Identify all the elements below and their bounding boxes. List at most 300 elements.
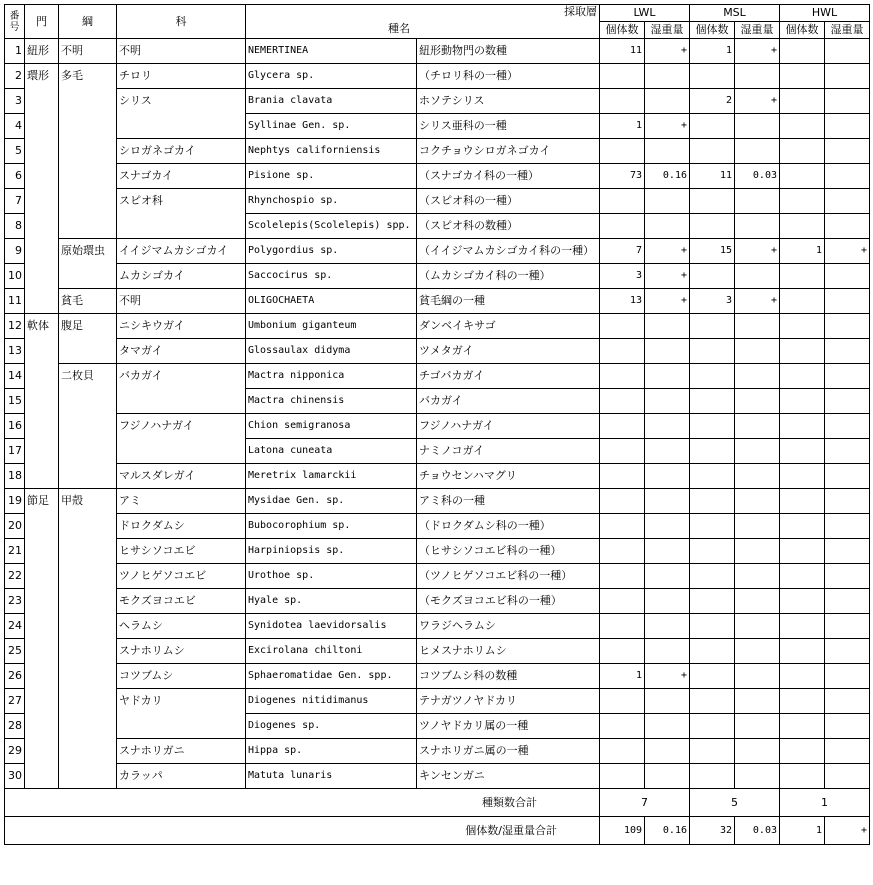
lwl-wet-cell — [645, 489, 690, 514]
class-cell — [59, 339, 117, 364]
scientific-name-cell: Bubocorophium sp. — [246, 514, 417, 539]
table-row — [5, 89, 870, 114]
msl-wet-cell — [735, 589, 780, 614]
scientific-name-cell: Diogenes sp. — [246, 714, 417, 739]
hwl-count-cell — [780, 464, 825, 489]
table-row — [5, 139, 870, 164]
scientific-name-cell: NEMERTINEA — [246, 39, 417, 64]
lwl-wet-cell: + — [645, 39, 690, 64]
family-cell: ムカシゴカイ — [117, 264, 246, 289]
total-hwl-count: 1 — [780, 817, 825, 845]
hwl-wet-cell — [825, 114, 870, 139]
lwl-wet-cell — [645, 689, 690, 714]
family-cell: スナホリムシ — [117, 639, 246, 664]
class-cell — [59, 89, 117, 114]
lwl-wet-cell — [645, 139, 690, 164]
header-phylum: 門 — [25, 5, 59, 39]
msl-count-cell — [690, 539, 735, 564]
species-total-row — [5, 789, 870, 817]
scientific-name-cell: Chion semigranosa — [246, 414, 417, 439]
hwl-count-cell — [780, 689, 825, 714]
hwl-wet-cell — [825, 189, 870, 214]
japanese-name-cell: （ムカシゴカイ科の一種） — [417, 264, 600, 289]
msl-count-cell — [690, 414, 735, 439]
hwl-wet-cell — [825, 439, 870, 464]
msl-wet-cell: + — [735, 239, 780, 264]
lwl-count-cell — [600, 714, 645, 739]
table-row — [5, 314, 870, 339]
phylum-cell — [25, 164, 59, 189]
msl-wet-cell: + — [735, 89, 780, 114]
lwl-count-cell — [600, 639, 645, 664]
hwl-count-cell — [780, 339, 825, 364]
japanese-name-cell: （スピオ科の一種） — [417, 189, 600, 214]
lwl-count-cell: 1 — [600, 664, 645, 689]
row-number: 22 — [5, 564, 25, 589]
msl-wet-cell — [735, 64, 780, 89]
lwl-count-cell — [600, 439, 645, 464]
japanese-name-cell: バカガイ — [417, 389, 600, 414]
class-cell — [59, 414, 117, 439]
family-cell: ドロクダムシ — [117, 514, 246, 539]
japanese-name-cell: チョウセンハマグリ — [417, 464, 600, 489]
class-cell — [59, 664, 117, 689]
row-number: 5 — [5, 139, 25, 164]
phylum-cell — [25, 739, 59, 764]
scientific-name-cell: Hyale sp. — [246, 589, 417, 614]
class-cell — [59, 164, 117, 189]
msl-count-cell: 1 — [690, 39, 735, 64]
scientific-name-cell: OLIGOCHAETA — [246, 289, 417, 314]
msl-count-cell: 15 — [690, 239, 735, 264]
lwl-count-cell: 11 — [600, 39, 645, 64]
scientific-name-cell: Pisione sp. — [246, 164, 417, 189]
row-number: 7 — [5, 189, 25, 214]
msl-count-cell: 11 — [690, 164, 735, 189]
family-cell: マルスダレガイ — [117, 464, 246, 489]
hwl-count-cell — [780, 264, 825, 289]
class-cell — [59, 464, 117, 489]
scientific-name-cell: Mactra chinensis — [246, 389, 417, 414]
japanese-name-cell: （ヒサシソコエビ科の一種） — [417, 539, 600, 564]
phylum-cell — [25, 664, 59, 689]
scientific-name-cell: Hippa sp. — [246, 739, 417, 764]
family-cell: ヘラムシ — [117, 614, 246, 639]
class-cell — [59, 189, 117, 214]
phylum-cell — [25, 764, 59, 789]
lwl-wet-cell — [645, 339, 690, 364]
row-number: 24 — [5, 614, 25, 639]
msl-wet-cell — [735, 714, 780, 739]
japanese-name-cell: 貧毛綱の一種 — [417, 289, 600, 314]
hwl-wet-cell — [825, 214, 870, 239]
row-number: 29 — [5, 739, 25, 764]
family-cell: ヤドカリ — [117, 689, 246, 714]
class-cell — [59, 514, 117, 539]
species-total-label: 種類数合計 — [5, 789, 600, 817]
class-cell: 不明 — [59, 39, 117, 64]
lwl-wet-cell — [645, 614, 690, 639]
row-number: 6 — [5, 164, 25, 189]
lwl-wet-cell: + — [645, 114, 690, 139]
phylum-cell — [25, 364, 59, 389]
total-hwl-wet: + — [825, 817, 870, 845]
lwl-wet-cell — [645, 389, 690, 414]
lwl-wet-cell — [645, 589, 690, 614]
lwl-count-cell: 1 — [600, 114, 645, 139]
lwl-wet-cell: + — [645, 289, 690, 314]
lwl-wet-cell — [645, 364, 690, 389]
lwl-count-cell — [600, 564, 645, 589]
hwl-wet-cell — [825, 664, 870, 689]
japanese-name-cell: ホソテシリス — [417, 89, 600, 114]
hwl-wet-cell: + — [825, 239, 870, 264]
scientific-name-cell: Umbonium giganteum — [246, 314, 417, 339]
lwl-count-cell — [600, 464, 645, 489]
hwl-count-cell — [780, 214, 825, 239]
hwl-count-cell — [780, 714, 825, 739]
hwl-count-cell — [780, 39, 825, 64]
msl-count-cell — [690, 689, 735, 714]
header-lwl-wet: 湿重量 — [645, 22, 690, 39]
class-cell — [59, 389, 117, 414]
row-number: 17 — [5, 439, 25, 464]
table-row — [5, 389, 870, 414]
lwl-count-cell — [600, 89, 645, 114]
hwl-wet-cell — [825, 489, 870, 514]
row-number: 14 — [5, 364, 25, 389]
row-number: 13 — [5, 339, 25, 364]
msl-wet-cell — [735, 314, 780, 339]
hwl-count-cell — [780, 314, 825, 339]
japanese-name-cell: テナガツノヤドカリ — [417, 689, 600, 714]
family-cell: カラッパ — [117, 764, 246, 789]
table-row — [5, 639, 870, 664]
class-cell — [59, 764, 117, 789]
table-row — [5, 264, 870, 289]
phylum-cell — [25, 114, 59, 139]
header-family: 科 — [117, 5, 246, 39]
msl-wet-cell — [735, 689, 780, 714]
hwl-count-cell — [780, 514, 825, 539]
phylum-cell — [25, 614, 59, 639]
scientific-name-cell: Latona cuneata — [246, 439, 417, 464]
hwl-wet-cell — [825, 339, 870, 364]
header-hwl: HWL — [780, 5, 870, 22]
header-species-cell — [246, 5, 600, 39]
row-number: 25 — [5, 639, 25, 664]
hwl-wet-cell — [825, 564, 870, 589]
table-row — [5, 564, 870, 589]
family-cell: シロガネゴカイ — [117, 139, 246, 164]
lwl-wet-cell — [645, 739, 690, 764]
scientific-name-cell: Mysidae Gen. sp. — [246, 489, 417, 514]
scientific-name-cell: Sphaeromatidae Gen. spp. — [246, 664, 417, 689]
msl-count-cell — [690, 464, 735, 489]
header-msl-count: 個体数 — [690, 22, 735, 39]
class-cell: 腹足 — [59, 314, 117, 339]
hwl-wet-cell — [825, 289, 870, 314]
family-cell: ヒサシソコエビ — [117, 539, 246, 564]
count-weight-total-row — [5, 817, 870, 845]
family-cell: チロリ — [117, 64, 246, 89]
family-cell: スピオ科 — [117, 189, 246, 214]
phylum-cell — [25, 514, 59, 539]
phylum-cell — [25, 239, 59, 264]
msl-wet-cell — [735, 614, 780, 639]
lwl-count-cell — [600, 64, 645, 89]
japanese-name-cell: コクチョウシロガネゴカイ — [417, 139, 600, 164]
lwl-count-cell — [600, 339, 645, 364]
class-cell — [59, 564, 117, 589]
row-number: 16 — [5, 414, 25, 439]
family-cell: イイジマムカシゴカイ — [117, 239, 246, 264]
family-cell: アミ — [117, 489, 246, 514]
msl-count-cell — [690, 589, 735, 614]
hwl-count-cell — [780, 89, 825, 114]
hwl-wet-cell — [825, 314, 870, 339]
row-number: 18 — [5, 464, 25, 489]
species-table-body — [5, 39, 870, 789]
total-msl-wet: 0.03 — [735, 817, 780, 845]
phylum-cell — [25, 414, 59, 439]
header-no: 番号 — [5, 5, 25, 39]
hwl-wet-cell — [825, 389, 870, 414]
hwl-count-cell — [780, 489, 825, 514]
row-number: 15 — [5, 389, 25, 414]
msl-count-cell — [690, 514, 735, 539]
japanese-name-cell: 紐形動物門の数種 — [417, 39, 600, 64]
lwl-count-cell: 13 — [600, 289, 645, 314]
family-cell: 不明 — [117, 289, 246, 314]
species-table — [4, 4, 870, 845]
japanese-name-cell: ヒメスナホリムシ — [417, 639, 600, 664]
table-row — [5, 439, 870, 464]
lwl-wet-cell — [645, 639, 690, 664]
scientific-name-cell: Polygordius sp. — [246, 239, 417, 264]
msl-count-cell — [690, 664, 735, 689]
scientific-name-cell: Mactra nipponica — [246, 364, 417, 389]
hwl-count-cell — [780, 589, 825, 614]
lwl-count-cell — [600, 614, 645, 639]
phylum-cell — [25, 564, 59, 589]
msl-count-cell — [690, 389, 735, 414]
japanese-name-cell: アミ科の一種 — [417, 489, 600, 514]
header-hwl-count: 個体数 — [780, 22, 825, 39]
phylum-cell: 紐形 — [25, 39, 59, 64]
lwl-wet-cell: 0.16 — [645, 164, 690, 189]
lwl-count-cell — [600, 589, 645, 614]
hwl-wet-cell — [825, 364, 870, 389]
table-row — [5, 464, 870, 489]
row-number: 1 — [5, 39, 25, 64]
row-number: 3 — [5, 89, 25, 114]
header-msl-wet: 湿重量 — [735, 22, 780, 39]
msl-count-cell — [690, 639, 735, 664]
msl-count-cell — [690, 614, 735, 639]
lwl-count-cell — [600, 739, 645, 764]
japanese-name-cell: ダンベイキサゴ — [417, 314, 600, 339]
scientific-name-cell: Rhynchospio sp. — [246, 189, 417, 214]
class-cell: 甲殻 — [59, 489, 117, 514]
lwl-count-cell — [600, 314, 645, 339]
hwl-wet-cell — [825, 64, 870, 89]
hwl-wet-cell — [825, 614, 870, 639]
hwl-wet-cell — [825, 589, 870, 614]
table-row — [5, 289, 870, 314]
species-table-sheet — [4, 4, 870, 845]
hwl-count-cell — [780, 189, 825, 214]
scientific-name-cell: Glycera sp. — [246, 64, 417, 89]
header-hwl-wet: 湿重量 — [825, 22, 870, 39]
japanese-name-cell: フジノハナガイ — [417, 414, 600, 439]
family-cell: ニシキウガイ — [117, 314, 246, 339]
msl-wet-cell: 0.03 — [735, 164, 780, 189]
msl-count-cell — [690, 764, 735, 789]
table-row — [5, 589, 870, 614]
class-cell — [59, 589, 117, 614]
header-species: 種名 — [388, 22, 410, 35]
lwl-count-cell — [600, 189, 645, 214]
row-number: 11 — [5, 289, 25, 314]
scientific-name-cell: Synidotea laevidorsalis — [246, 614, 417, 639]
phylum-cell — [25, 589, 59, 614]
msl-wet-cell — [735, 464, 780, 489]
lwl-count-cell — [600, 764, 645, 789]
table-row — [5, 364, 870, 389]
family-cell — [117, 114, 246, 139]
family-cell: フジノハナガイ — [117, 414, 246, 439]
hwl-wet-cell — [825, 539, 870, 564]
family-cell: スナホリガニ — [117, 739, 246, 764]
header-lwl-count: 個体数 — [600, 22, 645, 39]
class-cell — [59, 739, 117, 764]
family-cell — [117, 714, 246, 739]
hwl-wet-cell — [825, 689, 870, 714]
family-cell: スナゴカイ — [117, 164, 246, 189]
header-class: 綱 — [59, 5, 117, 39]
class-cell — [59, 714, 117, 739]
msl-count-cell — [690, 139, 735, 164]
phylum-cell — [25, 339, 59, 364]
scientific-name-cell: Urothoe sp. — [246, 564, 417, 589]
phylum-cell — [25, 139, 59, 164]
row-number: 27 — [5, 689, 25, 714]
lwl-wet-cell — [645, 464, 690, 489]
lwl-count-cell — [600, 364, 645, 389]
class-cell: 貧毛 — [59, 289, 117, 314]
lwl-count-cell — [600, 539, 645, 564]
lwl-wet-cell — [645, 414, 690, 439]
msl-count-cell — [690, 189, 735, 214]
hwl-count-cell — [780, 764, 825, 789]
japanese-name-cell: シリス亜科の一種 — [417, 114, 600, 139]
hwl-wet-cell — [825, 89, 870, 114]
row-number: 30 — [5, 764, 25, 789]
lwl-count-cell: 7 — [600, 239, 645, 264]
table-row — [5, 614, 870, 639]
phylum-cell — [25, 689, 59, 714]
phylum-cell — [25, 214, 59, 239]
phylum-cell — [25, 439, 59, 464]
phylum-cell — [25, 289, 59, 314]
msl-wet-cell — [735, 189, 780, 214]
hwl-count-cell — [780, 539, 825, 564]
class-cell — [59, 639, 117, 664]
class-cell — [59, 539, 117, 564]
lwl-count-cell: 73 — [600, 164, 645, 189]
row-number: 23 — [5, 589, 25, 614]
header-layer: 採取層 — [564, 5, 597, 18]
class-cell — [59, 114, 117, 139]
hwl-wet-cell — [825, 39, 870, 64]
lwl-count-cell — [600, 414, 645, 439]
lwl-count-cell: 3 — [600, 264, 645, 289]
hwl-count-cell — [780, 564, 825, 589]
hwl-wet-cell — [825, 714, 870, 739]
class-cell — [59, 439, 117, 464]
table-row — [5, 64, 870, 89]
header-msl: MSL — [690, 5, 780, 22]
table-row — [5, 664, 870, 689]
class-cell — [59, 139, 117, 164]
japanese-name-cell: （チロリ科の一種） — [417, 64, 600, 89]
total-lwl-count: 109 — [600, 817, 645, 845]
scientific-name-cell: Glossaulax didyma — [246, 339, 417, 364]
hwl-count-cell — [780, 139, 825, 164]
msl-wet-cell — [735, 439, 780, 464]
lwl-count-cell — [600, 514, 645, 539]
msl-wet-cell: + — [735, 289, 780, 314]
phylum-cell — [25, 714, 59, 739]
total-msl-count: 32 — [690, 817, 735, 845]
msl-count-cell — [690, 564, 735, 589]
msl-count-cell: 2 — [690, 89, 735, 114]
msl-count-cell — [690, 214, 735, 239]
phylum-cell — [25, 264, 59, 289]
family-cell: シリス — [117, 89, 246, 114]
table-row — [5, 689, 870, 714]
lwl-count-cell — [600, 139, 645, 164]
hwl-count-cell — [780, 739, 825, 764]
msl-wet-cell — [735, 139, 780, 164]
family-cell: 不明 — [117, 39, 246, 64]
msl-wet-cell — [735, 764, 780, 789]
species-total-hwl: 1 — [780, 789, 870, 817]
japanese-name-cell: スナホリガニ属の一種 — [417, 739, 600, 764]
hwl-count-cell — [780, 389, 825, 414]
lwl-wet-cell — [645, 539, 690, 564]
hwl-count-cell — [780, 364, 825, 389]
lwl-wet-cell: + — [645, 239, 690, 264]
lwl-wet-cell — [645, 189, 690, 214]
msl-wet-cell — [735, 364, 780, 389]
hwl-wet-cell — [825, 464, 870, 489]
phylum-cell: 軟体 — [25, 314, 59, 339]
phylum-cell — [25, 389, 59, 414]
lwl-wet-cell — [645, 514, 690, 539]
table-row — [5, 339, 870, 364]
japanese-name-cell: キンセンガニ — [417, 764, 600, 789]
msl-count-cell — [690, 114, 735, 139]
class-cell — [59, 264, 117, 289]
msl-wet-cell — [735, 514, 780, 539]
phylum-cell — [25, 639, 59, 664]
japanese-name-cell: ナミノコガイ — [417, 439, 600, 464]
class-cell — [59, 689, 117, 714]
hwl-count-cell — [780, 64, 825, 89]
table-row — [5, 414, 870, 439]
